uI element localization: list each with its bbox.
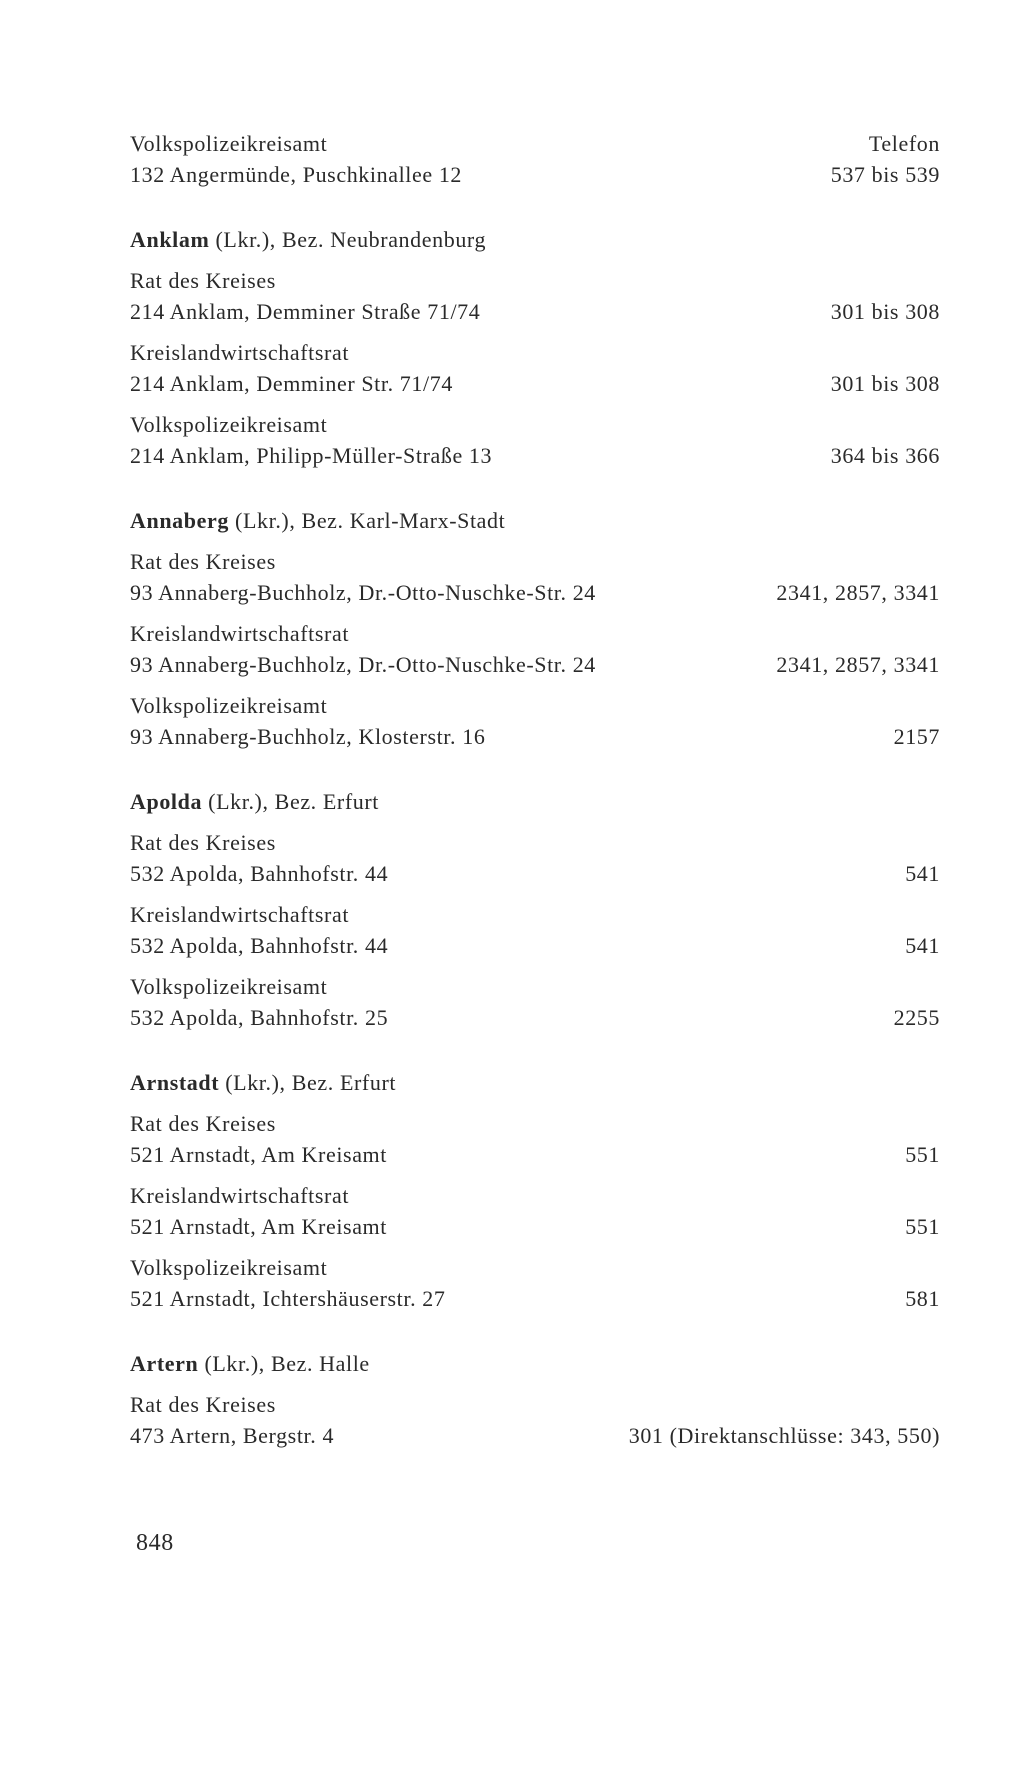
district-name: Artern bbox=[130, 1351, 199, 1376]
district-suffix: (Lkr.), Bez. Halle bbox=[198, 1351, 370, 1376]
directory-page bbox=[130, 128, 940, 1451]
office-address: 521 Arnstadt, Am Kreisamt bbox=[130, 1142, 387, 1167]
office-address: 521 Arnstadt, Am Kreisamt bbox=[130, 1214, 387, 1239]
office-phone: 2341, 2857, 3341 bbox=[776, 652, 940, 677]
office-phone: 581 bbox=[905, 1286, 940, 1311]
office-name: Rat des Kreises bbox=[130, 1392, 276, 1417]
office-name: Volkspolizeikreisamt bbox=[130, 412, 328, 437]
district-suffix: (Lkr.), Bez. Erfurt bbox=[219, 1070, 397, 1095]
office-name: Rat des Kreises bbox=[130, 830, 276, 855]
office-address: 93 Annaberg-Buchholz, Dr.-Otto-Nuschke-Str. 24 bbox=[130, 652, 596, 677]
district-suffix: (Lkr.), Bez. Erfurt bbox=[202, 789, 380, 814]
office-name: Kreislandwirtschaftsrat bbox=[130, 340, 350, 365]
office-name: Kreislandwirtschaftsrat bbox=[130, 621, 350, 646]
office-phone: 551 bbox=[905, 1142, 940, 1167]
office-name: Volkspolizeikreisamt bbox=[130, 1255, 328, 1280]
directory-entry bbox=[130, 1108, 940, 1170]
office-phone: 2157 bbox=[893, 724, 940, 749]
office-address: 93 Annaberg-Buchholz, Dr.-Otto-Nuschke-Str. 24 bbox=[130, 580, 596, 605]
district-name: Apolda bbox=[130, 789, 203, 814]
district-suffix: (Lkr.), Bez. Karl-Marx-Stadt bbox=[228, 508, 506, 533]
office-name: Rat des Kreises bbox=[130, 549, 276, 574]
office-phone: 364 bis 366 bbox=[830, 443, 940, 468]
office-name: Volkspolizeikreisamt bbox=[130, 131, 328, 156]
directory-entry bbox=[130, 690, 940, 752]
office-phone: 2255 bbox=[893, 1005, 940, 1030]
office-address: 132 Angermünde, Puschkinallee 12 bbox=[130, 162, 463, 187]
office-address: 214 Anklam, Demminer Straße 71/74 bbox=[130, 299, 481, 324]
office-phone: 541 bbox=[905, 861, 940, 886]
office-phone: 301 (Direktanschlüsse: 343, 550) bbox=[628, 1423, 940, 1448]
office-name: Volkspolizeikreisamt bbox=[130, 974, 328, 999]
directory-entry bbox=[130, 128, 940, 190]
directory-entry bbox=[130, 1180, 940, 1242]
district-heading bbox=[130, 1067, 940, 1098]
district-name: Annaberg bbox=[130, 508, 229, 533]
district-heading bbox=[130, 505, 940, 536]
directory-entry bbox=[130, 971, 940, 1033]
office-address: 521 Arnstadt, Ichtershäuserstr. 27 bbox=[130, 1286, 446, 1311]
directory-entry bbox=[130, 899, 940, 961]
office-name: Rat des Kreises bbox=[130, 268, 276, 293]
office-phone: 537 bis 539 bbox=[830, 162, 940, 187]
office-name: Volkspolizeikreisamt bbox=[130, 693, 328, 718]
directory-entry bbox=[130, 1252, 940, 1314]
office-address: 473 Artern, Bergstr. 4 bbox=[130, 1423, 335, 1448]
office-phone: 301 bis 308 bbox=[830, 299, 940, 324]
office-phone: 2341, 2857, 3341 bbox=[776, 580, 940, 605]
office-address: 214 Anklam, Philipp-Müller-Straße 13 bbox=[130, 443, 493, 468]
office-address: 532 Apolda, Bahnhofstr. 44 bbox=[130, 861, 389, 886]
page-number: 848 bbox=[136, 1530, 174, 1556]
directory-entry bbox=[130, 618, 940, 680]
office-phone: 301 bis 308 bbox=[830, 371, 940, 396]
directory-entry bbox=[130, 409, 940, 471]
office-phone: 541 bbox=[905, 933, 940, 958]
district-name: Anklam bbox=[130, 227, 210, 252]
district-suffix: (Lkr.), Bez. Neubrandenburg bbox=[209, 227, 487, 252]
district-name: Arnstadt bbox=[130, 1070, 220, 1095]
office-name: Rat des Kreises bbox=[130, 1111, 276, 1136]
office-address: 532 Apolda, Bahnhofstr. 25 bbox=[130, 1005, 389, 1030]
district-heading bbox=[130, 786, 940, 817]
office-name: Kreislandwirtschaftsrat bbox=[130, 1183, 350, 1208]
district-heading bbox=[130, 1348, 940, 1379]
office-address: 532 Apolda, Bahnhofstr. 44 bbox=[130, 933, 389, 958]
office-address: 93 Annaberg-Buchholz, Klosterstr. 16 bbox=[130, 724, 486, 749]
directory-entry bbox=[130, 337, 940, 399]
office-address: 214 Anklam, Demminer Str. 71/74 bbox=[130, 371, 453, 396]
office-phone: 551 bbox=[905, 1214, 940, 1239]
office-name: Kreislandwirtschaftsrat bbox=[130, 902, 350, 927]
district-heading bbox=[130, 224, 940, 255]
directory-entry bbox=[130, 1389, 940, 1451]
directory-entry bbox=[130, 265, 940, 327]
phone-column-label: Telefon bbox=[868, 131, 940, 156]
directory-entry bbox=[130, 546, 940, 608]
directory-entry bbox=[130, 827, 940, 889]
